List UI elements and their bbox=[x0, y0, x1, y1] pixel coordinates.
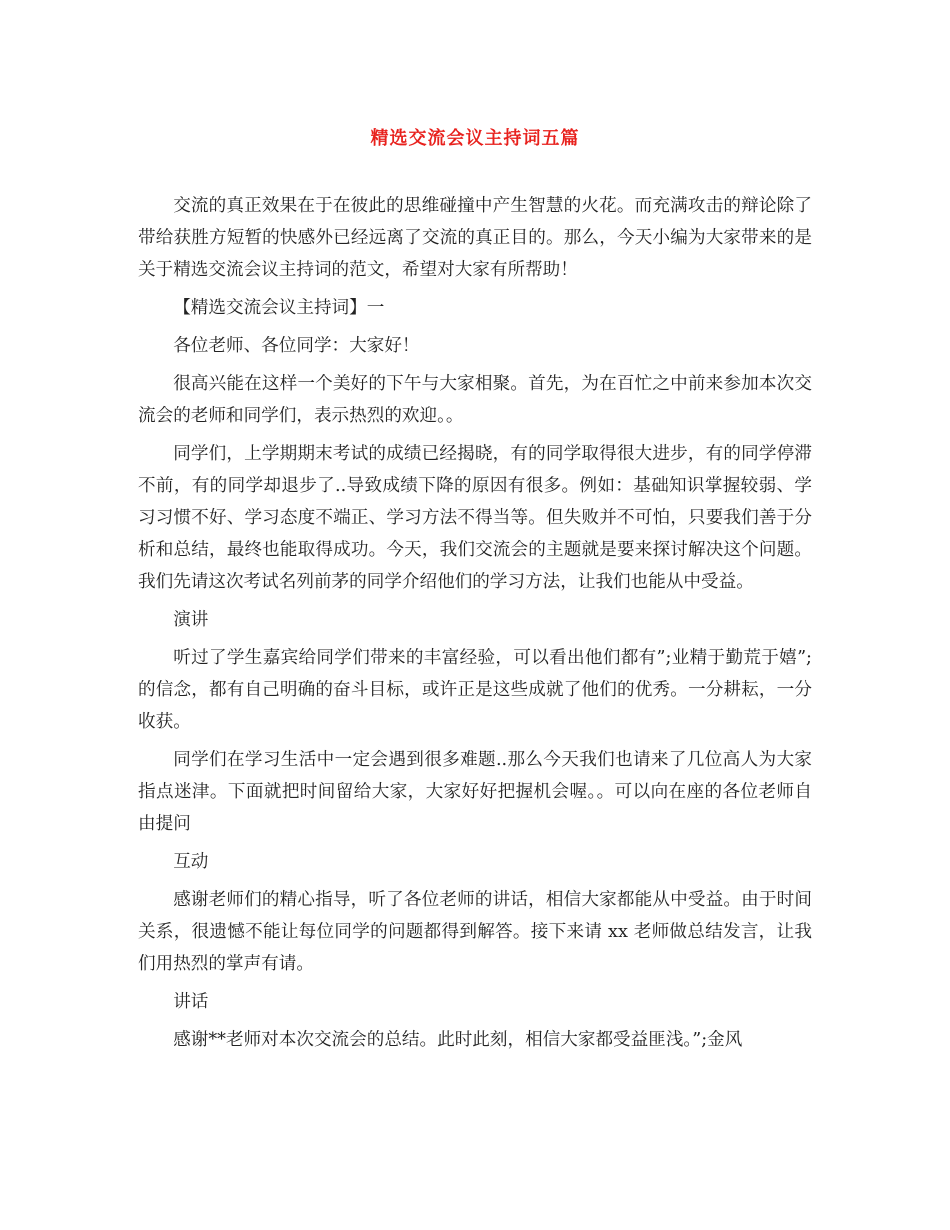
paragraph-questions: 同学们在学习生活中一定会遇到很多难题..那么今天我们也请来了几位高人为大家指点迷津。下面就把时间留给大家，大家好好把握机会喔。。可以向在座的各位老师自由提问 bbox=[138, 750, 812, 834]
paragraph-after-speech: 听过了学生嘉宾给同学们带来的丰富经验，可以看出他们都有”;业精于勤荒于嬉”;的信念，都有自己明确的奋斗目标，或许正是这些成就了他们的优秀。一分耕耘，一分收获。 bbox=[138, 648, 812, 732]
section-label-interaction: 互动 bbox=[173, 852, 209, 872]
section-label-speech: 演讲 bbox=[173, 610, 209, 630]
paragraph-exam-results: 同学们，上学期期末考试的成绩已经揭晓，有的同学取得很大进步，有的同学停滞不前，有的同学却退步了..导致成绩下降的原因有很多。例如：基础知识掌握较弱、学习习惯不好、学习态度不端正、学习方法不得当等。但失败并不可怕，只要我们善于分析和总结，最终也能取得成功。今天，我们交流会的主题就是要来探讨解决这个问题。我们先请这次考试名列前茅的同学介绍他们的学习方法，让我们也能从中受益。 bbox=[138, 444, 812, 592]
document-body bbox=[138, 190, 812, 1062]
paragraph-thanks-teachers: 感谢老师们的精心指导，听了各位老师的讲话，相信大家都能从中受益。由于时间关系，很遗憾不能让每位同学的问题都得到解答。接下来请 xx 老师做总结发言，让我们用热烈的掌声有请。 bbox=[138, 890, 812, 974]
section-label-talk: 讲话 bbox=[173, 992, 209, 1012]
paragraph-welcome: 很高兴能在这样一个美好的下午与大家相聚。首先，为在百忙之中前来参加本次交流会的老师和同学们，表示热烈的欢迎。。 bbox=[138, 374, 812, 426]
paragraph-intro: 交流的真正效果在于在彼此的思维碰撞中产生智慧的火花。而充满攻击的辩论除了带给获胜方短暂的快感外已经远离了交流的真正目的。那么，今天小编为大家带来的是关于精选交流会议主持词的范文，希望对大家有所帮助！ bbox=[138, 196, 812, 280]
document-title: 精选交流会议主持词五篇 bbox=[370, 128, 580, 149]
section-heading-1: 【精选交流会议主持词】一 bbox=[173, 298, 385, 318]
paragraph-closing: 感谢**老师对本次交流会的总结。此时此刻，相信大家都受益匪浅。”;金风 bbox=[173, 1030, 743, 1050]
paragraph-greeting: 各位老师、各位同学：大家好！ bbox=[173, 336, 420, 356]
